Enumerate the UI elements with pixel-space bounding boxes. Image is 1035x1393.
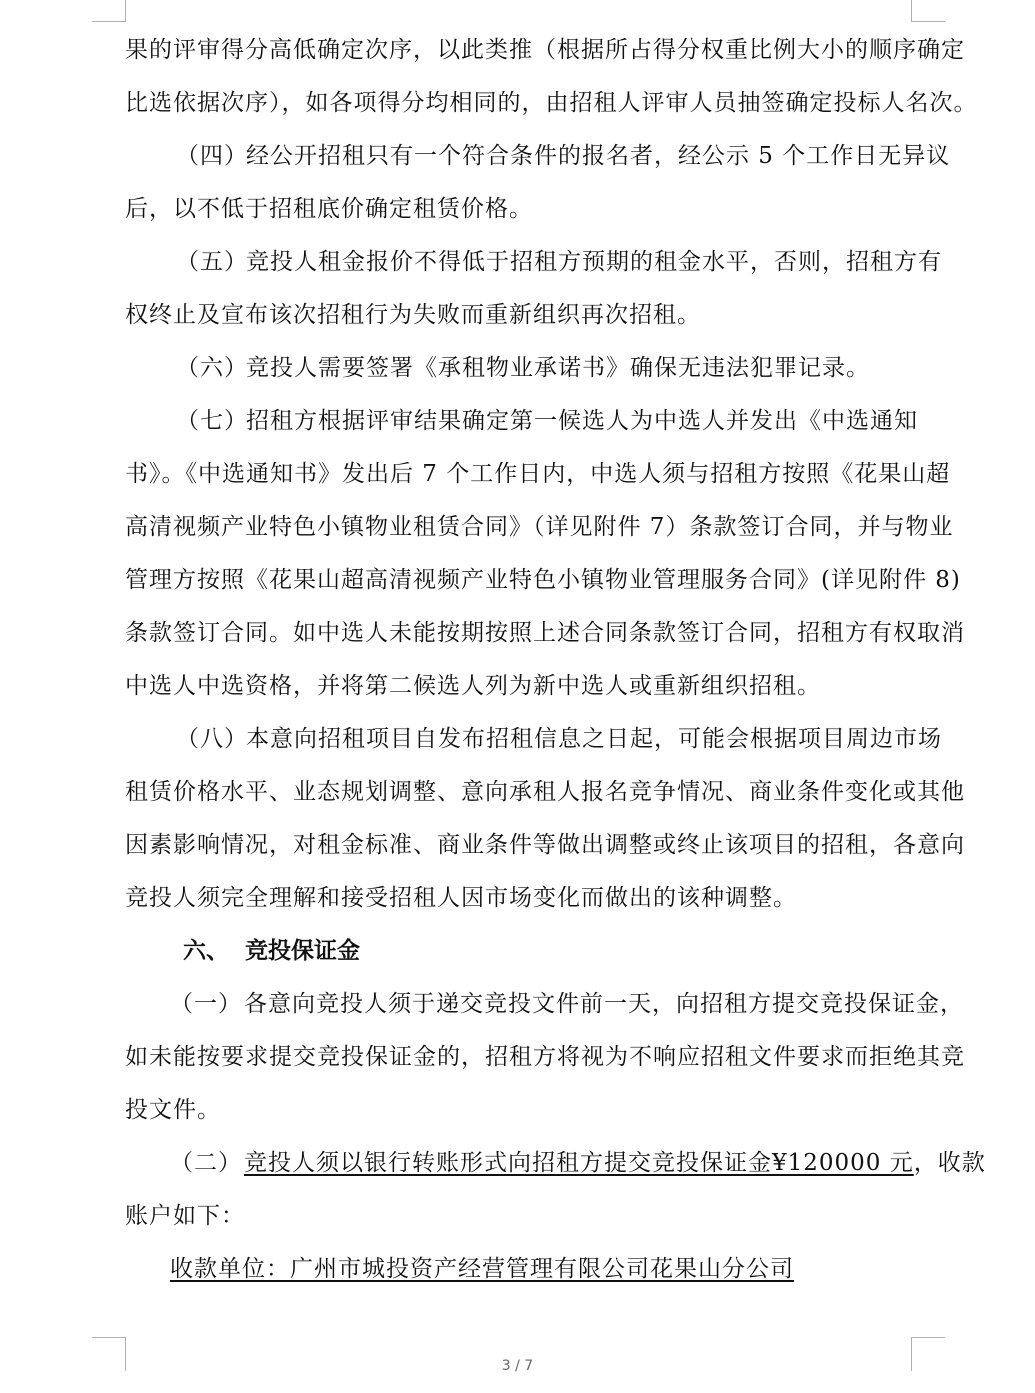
item-text: 本意向招租项目自发布招租信息之日起，可能会根据项目周边市场 bbox=[246, 726, 942, 752]
section-item-2-line bbox=[170, 1149, 986, 1177]
item-number: （四） bbox=[176, 143, 248, 169]
section-item-1-line bbox=[170, 990, 964, 1018]
paragraph-line: 果的评审得分高低确定次序，以此类推（根据所占得分权重比例大小的顺序确定 bbox=[125, 37, 965, 63]
item-number: （一） bbox=[170, 991, 242, 1017]
item-8-continuation: 因素影响情况，对租金标准、商业条件等做出调整或终止该项目的招租，各意向 bbox=[125, 832, 965, 858]
section-number: 六、 bbox=[183, 938, 229, 964]
item-8-line bbox=[176, 725, 942, 753]
item-4-continuation: 后，以不低于招租底价确定租赁价格。 bbox=[125, 196, 533, 222]
section-item-1-continuation: 投文件。 bbox=[125, 1097, 221, 1123]
item-number: （二） bbox=[170, 1150, 242, 1176]
section-item-1-continuation: 如未能按要求提交竞投保证金的，招租方将视为不响应招租文件要求而拒绝其竞 bbox=[125, 1044, 965, 1070]
section-title: 竞投保证金 bbox=[245, 938, 360, 964]
page-number: 3 / 7 bbox=[501, 1358, 534, 1374]
item-text: 竞投人租金报价不得低于招租方预期的租金水平，否则，招租方有 bbox=[246, 249, 942, 275]
section-item-2-continuation: 账户如下： bbox=[125, 1203, 245, 1229]
item-7-continuation: 中选人中选资格，并将第二候选人列为新中选人或重新组织招租。 bbox=[125, 673, 821, 699]
item-7-continuation: 条款签订合同。如中选人未能按期按照上述合同条款签订合同，招租方有权取消 bbox=[125, 620, 965, 646]
crop-mark-top-left bbox=[92, 0, 126, 22]
item-number: （七） bbox=[176, 408, 248, 434]
item-text: 各意向竞投人须于递交竞投文件前一天，向招租方提交竞投保证金， bbox=[244, 991, 964, 1017]
item-6-line bbox=[176, 354, 870, 382]
item-5-line bbox=[176, 248, 942, 276]
item-7-line bbox=[176, 407, 918, 435]
deposit-amount-text: 竞投人须以银行转账形式向招租方提交竞投保证金¥120000 元 bbox=[244, 1150, 914, 1176]
item-text: 经公开招租只有一个符合条件的报名者，经公示 5 个工作日无异议 bbox=[246, 143, 951, 169]
section-heading bbox=[183, 937, 360, 965]
item-text: 竞投人需要签署《承租物业承诺书》确保无违法犯罪记录。 bbox=[246, 355, 870, 381]
item-text: 招租方根据评审结果确定第一候选人为中选人并发出《中选通知 bbox=[246, 408, 918, 434]
item-5-continuation: 权终止及宣布该次招租行为失败而重新组织再次招租。 bbox=[125, 302, 701, 328]
item-7-continuation: 书》。《中选通知书》发出后 7 个工作日内，中选人须与招租方按照《花果山超 bbox=[125, 461, 951, 487]
item-8-continuation: 竞投人须完全理解和接受招租人因市场变化而做出的该种调整。 bbox=[125, 885, 797, 911]
item-text-tail: ，收款 bbox=[913, 1150, 986, 1176]
item-8-continuation: 租赁价格水平、业态规划调整、意向承租人报名竞争情况、商业条件变化或其他 bbox=[125, 779, 965, 805]
item-7-continuation: 高清视频产业特色小镇物业租赁合同》（详见附件 7）条款签订合同，并与物业 bbox=[125, 514, 954, 540]
item-number: （五） bbox=[176, 249, 248, 275]
account-payee-line: 收款单位：广州市城投资产经营管理有限公司花果山分公司 bbox=[170, 1256, 794, 1282]
item-number: （八） bbox=[176, 726, 248, 752]
paragraph-line: 比选依据次序），如各项得分均相同的，由招租人评审人员抽签确定投标人名次。 bbox=[125, 90, 978, 116]
item-4-line bbox=[176, 142, 950, 170]
item-7-continuation: 管理方按照《花果山超高清视频产业特色小镇物业管理服务合同》(详见附件 8) bbox=[125, 567, 961, 593]
item-number: （六） bbox=[176, 355, 248, 381]
crop-mark-top-right bbox=[911, 0, 945, 22]
